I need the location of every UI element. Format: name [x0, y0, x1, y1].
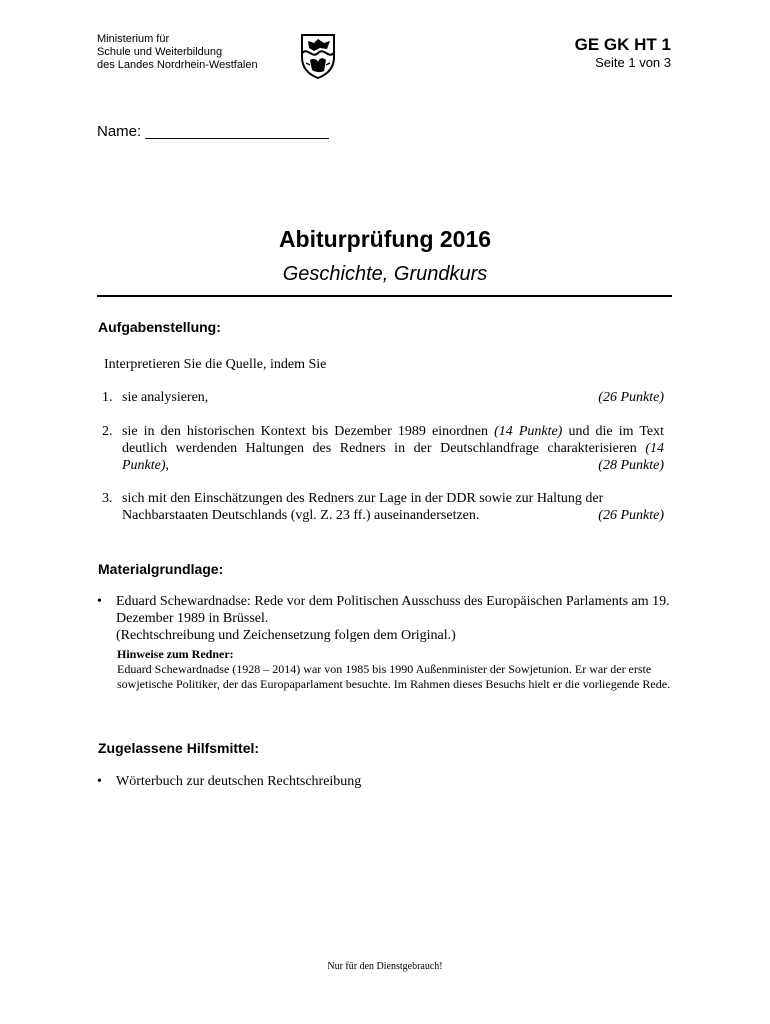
task-item-points: (26 Punkte) — [598, 390, 664, 405]
task-item-text: , — [165, 458, 170, 473]
task-item-text: sie analysieren, — [122, 390, 209, 405]
aids-item — [97, 773, 672, 790]
nrw-coat-of-arms-icon — [300, 33, 336, 79]
material-heading: Materialgrundlage: — [98, 561, 224, 577]
page-indicator: Seite 1 von 3 — [595, 55, 671, 70]
speaker-notes-text: Eduard Schewardnadse (1928 – 2014) war von 1985 bis 1990 Außenminister der Sowjetunion. Er war der erste sowjetische Politiker, der das Europaparlament besuchte. Im Rahmen dieses Besuchs hielt er die vorliegende Rede. — [117, 662, 671, 691]
task-item-points: (26 Punkte) — [598, 508, 664, 523]
speaker-notes — [117, 647, 677, 692]
bullet-icon: • — [97, 594, 102, 609]
task-intro: Interpretieren Sie die Quelle, indem Sie — [104, 357, 327, 372]
exam-code: GE GK HT 1 — [574, 35, 671, 54]
ministry-name — [97, 33, 258, 72]
page-title: Abiturprüfung 2016 — [278, 226, 492, 252]
task-item-text: und die im Text deutlich werdenden Haltungen des Redners in der Deutschlandfrage charakterisieren — [122, 424, 665, 456]
task-item-3 — [102, 490, 664, 524]
source-citation: Eduard Schewardnadse: Rede vor dem Politischen Ausschuss des Europäischen Parlaments am 19. Dezember 1989 in Brüssel. — [116, 594, 670, 626]
task-item-subpoints: (14 Punkte) — [122, 441, 665, 473]
task-item-number: 1. — [102, 390, 113, 405]
material-source — [97, 593, 672, 644]
aids-heading: Zugelassene Hilfsmittel: — [98, 740, 260, 756]
task-item-points: (28 Punkte) — [598, 458, 664, 473]
task-item-number: 2. — [102, 424, 113, 439]
document-code — [575, 35, 671, 70]
task-item-2 — [102, 423, 664, 474]
page-subtitle: Geschichte, Grundkurs — [282, 263, 488, 285]
task-item-text: sich mit den Einschätzungen des Redners zur Lage in der DDR sowie zur Haltung der Nachbarstaaten Deutschlands (vgl. Z. 23 ff.) auseinandersetzen. — [122, 491, 604, 523]
task-item-number: 3. — [102, 491, 113, 506]
bullet-icon: • — [97, 774, 102, 789]
footer-note: Nur für den Dienstgebrauch! — [327, 961, 443, 972]
source-note: (Rechtschreibung und Zeichensetzung folgen dem Original.) — [116, 628, 456, 643]
name-field: Name: ______________________ — [97, 123, 329, 140]
task-item-subpoints: (14 Punkte) — [494, 424, 563, 439]
ministry-line-1: Ministerium für — [97, 33, 170, 45]
speaker-notes-heading: Hinweise zum Redner: — [117, 647, 234, 661]
title-divider — [97, 295, 672, 297]
ministry-line-3: des Landes Nordrhein-Westfalen — [97, 59, 258, 71]
task-item-text: sie in den historischen Kontext bis Dezember 1989 einordnen — [122, 424, 488, 439]
aids-item-text: Wörterbuch zur deutschen Rechtschreibung — [116, 774, 362, 789]
ministry-line-2: Schule und Weiterbildung — [97, 46, 223, 58]
task-item-1 — [102, 389, 664, 406]
task-heading: Aufgabenstellung: — [98, 319, 221, 335]
